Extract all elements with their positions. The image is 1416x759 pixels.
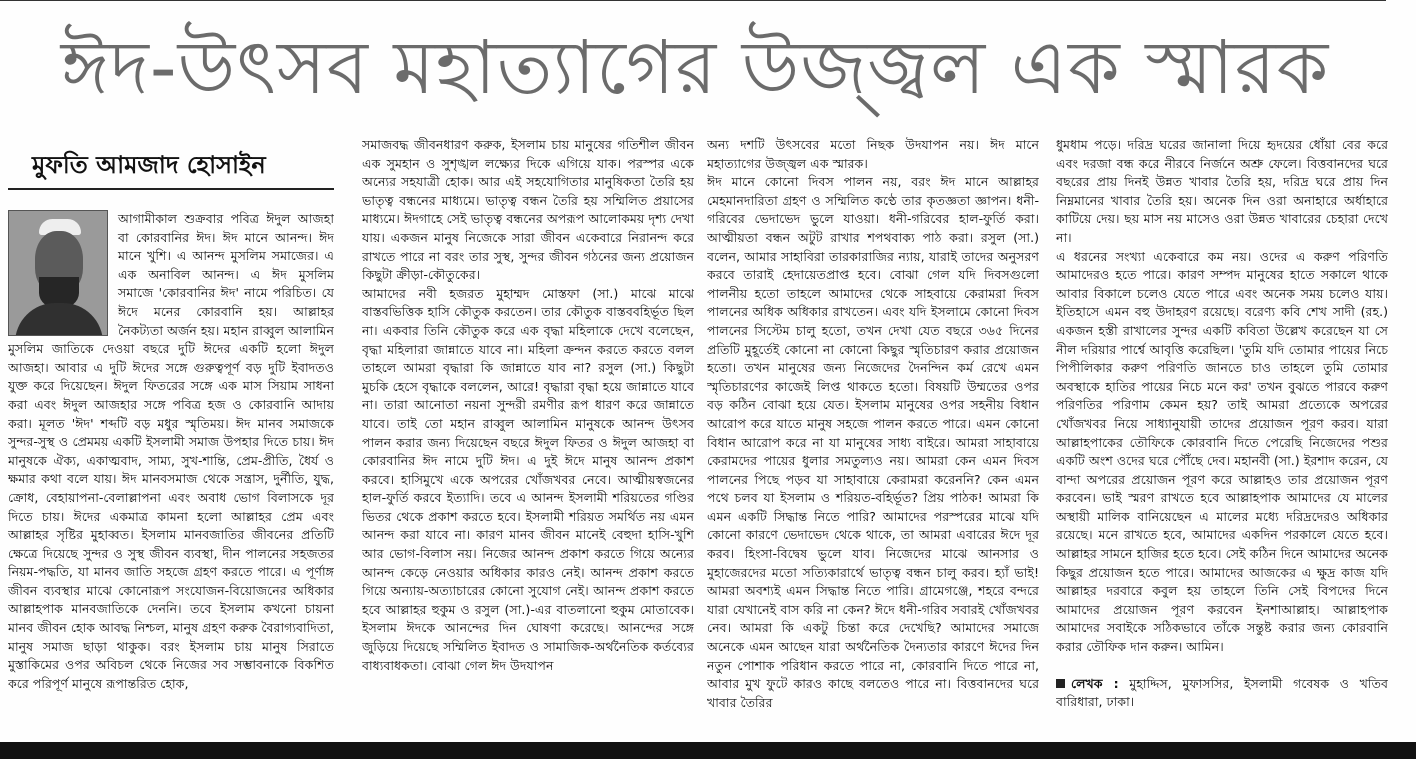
paragraph: অন্য দশটি উৎসবের মতো নিছক উদযাপন নয়। ঈদ মানে মহাত্যাগের উজ্জ্বল এক স্মারক। (707, 137, 1039, 171)
column-4 (1056, 136, 1388, 741)
paragraph: আগামীকাল শুক্রবার পবিত্র ঈদুল আজহা বা কোরবানির ঈদ। ঈদ মানে আনন্দ। ঈদ মানে খুশি। এ আনন্দ মুসলিম সমাজের। এ এক অনাবিল আনন্দ। এ ঈদ মুসলিম সমাজে 'কোরবানির ঈদ' নামে পরিচিত। যে ঈদে মনের কোরবানি হয়। আল্লাহর নৈকট্যতা অর্জন হয়। মহান রাব্বুল আলামিন মুসলিম জাতিকে দেওয়া বছরে দুটি ঈদের একটি হলো ঈদুল আজহা। আবার এ দুটি ঈদের সঙ্গে গুরুত্বপূর্ণ বড় দুটি ইবাদতও যুক্ত করে দিয়েছেন। ঈদুল ফিতরের সঙ্গে এক মাস সিয়াম সাধনা করা এবং ঈদুল আজহার সঙ্গে পবিত্র হজ ও কোরবানি আদায় করা। মূলত 'ঈদ' শব্দটি বড় মধুর স্মৃতিময়। ঈদ মানব সমাজকে সুন্দর-সুস্থ ও প্রেমময় একটি ইসলামী সমাজ উপহার দিতে চায়। ঈদ মানুষকে ঐক্য, একাত্মবাদ, সাম্য, সুখ-শান্তি, প্রেম-প্রীতি, ধৈর্য ও ক্ষমার কথা বলে যায়। ঈদ মানবসমাজ থেকে সন্ত্রাস, দুর্নীতি, যুদ্ধ, ক্রোধ, বেহায়াপনা-বেলাল্লাপনা এবং অবাধ ভোগ বিলাসকে দূর দিতে চায়। ঈদের একমাত্র কামনা হলো আল্লাহর প্রেম এবং আল্লাহর সৃষ্টির মুহাব্বত। ইসলাম মানবজাতির জীবনের প্রতিটি ক্ষেত্রে দিয়েছে সুন্দর ও সুস্থ জীবন ব্যবস্থা, দীন পালনের সহজতর নিয়ম-পদ্ধতি, যা মানব জাতি সহজে গ্রহণ করতে পারে। এ পূর্ণাঙ্গ জীবন ব্যবস্থার মাঝে কোনোরূপ সংযোজন-বিয়োজনের অধিকার আল্লাহপাক মানবজাতিকে দেননি। তবে ইসলাম কখনো চায়না মানব জীবন হোক আবদ্ধ নিশ্চল, মানুষ গ্রহণ করুক বৈরাগ্যবাদিতা, মানুষ সমাজ ছাড়া থাকুক। বরং ইসলাম চায় মানুষ সিরাতে মুস্তাকিমের ওপর অবিচল থেকে নিজের সব সম্ভাবনাকে বিকশিত করে পরিপূর্ণ মানুষে রূপান্তরিত হোক, (8, 211, 334, 691)
square-bullet-icon (1056, 679, 1065, 688)
column-2 (362, 136, 694, 741)
author-note-label: লেখক : (1071, 675, 1119, 691)
author-photo (8, 210, 108, 336)
column-1 (8, 136, 334, 741)
paragraph: ঈদ মানে কোনো দিবস পালন নয়, বরং ঈদ মানে আল্লাহর মেহমানদারিতা গ্রহণ ও সম্মিলিত কণ্ঠে তার কৃতজ্ঞতা জ্ঞাপন। ধনী-গরিবের ভেদাভেদ ভুলে যাওয়া। ধনী-গরিবের হাল-ফুর্তি করা। আত্মীয়তা বন্ধন অটুট রাখার শপথবাক্য পাঠ করা। রসুল (সা.) বলেন, আমার সাহাবিরা তারকারাজির ন্যায়, যারাই তাদের অনুসরণ করবে তারাই হেদায়েতপ্রাপ্ত হবে। বোঝা গেল যদি দিবসগুলো পালনীয় হতো তাহলে আমাদের থেকে সাহবায়ে কেরামরা দিবস পালনের অধিক অধিকার রাখতেন। এবং যদি ইসলামে কোনো দিবস পালনের সিস্টেম চালু হতো, তখন দেখা যেত বছরে ৩৬৫ দিনের প্রতিটি মুহূর্তেই কোনো না কোনো কিছুর স্মৃতিচারণ করার প্রয়োজন হতো। তখন মানুষের জন্য নিজেদের দৈনন্দিন কর্ম রেখে এমন স্মৃতিচারণের কাজেই লিপ্ত থাকতে হতো। বিষয়টি উম্মতের ওপর বড় কঠিন বোঝা হয়ে যেত। ইসলাম মানুষের ওপর সহনীয় বিধান আরোপ করে যাতে মানুষ সহজে পালন করতে পারে। এমন কোনো বিধান আরোপ করে না যা মানুষের সাধ্য বাইরে। আমরা সাহাবায়ে কেরামদের পায়ের ধুলার সমতুল্যও নয়। আমরা কেন এমন দিবস পালনের পিছে পড়ব যা সাহাবায়ে কেরামরা করেননি? কেন এমন পথে চলব যা ইসলাম ও শরিয়ত-বহির্ভূত? প্রিয় পাঠক! আমরা কি এমন একটি সিদ্ধান্ত নিতে পারি? আমাদের পরস্পরের মাঝে যদি কোনো কারণে ভেদাভেদ থেকে থাকে, তা আমরা এবারের ঈদে দূর করব। হিংসা-বিদ্বেষ ভুলে যাব। নিজেদের মাঝে আনসার ও মুহাজেরদের মতো সত্যিকারার্থে ভাতৃত্ব বন্ধন চালু করব। হ্যাঁ ভাই! আমরা অবশ্যই এমন সিদ্ধান্ত নিতে পারি। গ্রামেগঞ্জে, শহরে বন্দরে যারা যেখানেই বাস করি না কেন? ঈদে ধনী-গরিব সবারই খোঁজখবর নেব। আমরা কি একটু চিন্তা করে দেখেছি? আমাদের সমাজে অনেকে এমন আছেন যারা অর্থনৈতিক দৈন্যতার কারণে ঈদের দিন নতুন পোশাক পরিধান করতে পারে না, কোরবানি দিতে পারে না, আবার মুখ ফুটে কারও কাছে বলতেও পারে না। বিত্তবানদের ঘরে খাবার তৈরির (707, 174, 1039, 710)
author-note-text: মুহাদ্দিস, মুফাসসির, ইসলামী গবেষক ও খতিব বারিধারা, ঢাকা। (1056, 675, 1388, 710)
headline: ঈদ-উৎসব মহাত্যাগের উজ্জ্বল এক স্মারক (60, 25, 1330, 111)
paragraph: সমাজবদ্ধ জীবনধারণ করুক, ইসলাম চায় মানুষের গতিশীল জীবন এক সুমহান ও সুশৃঙ্খল লক্ষ্যের দিকে এগিয়ে যাক। পরস্পর একে অন্যের সহযাত্রী হোক। আর এই সহযোগিতার মানুষিকতা তৈরি হয় ভাতৃত্ব বন্ধনের মাধ্যমে। ভাতৃত্ব বন্ধন তৈরি হয় সম্মিলিত প্রয়াসের মাধ্যমে। ঈদগাহে সেই ভাতৃত্ব বন্ধনের অপরূপ আলোকময় দৃশ্য দেখা যায়। একজন মানুষ নিজেকে সারা জীবন একেবারে নিরানন্দ করে রাখতে পারে না বরং তার সুস্থ, সুন্দর জীবন গঠনের জন্য প্রয়োজন কিছুটা ক্রীড়া-কৌতুকের। (362, 137, 694, 283)
top-rule (0, 0, 1386, 1)
column-3 (707, 136, 1039, 741)
paragraph: ধুমধাম পড়ে। দরিদ্র ঘরের জানালা দিয়ে হৃদয়ের ধোঁয়া বের করে এবং দরজা বন্ধ করে নীরবে নির্জনে অশ্রু ফেলে। বিত্তবানদের ঘরে বছরের প্রায় দিনই উন্নত খাবার তৈরি হয়, দরিদ্র ঘরে প্রায় দিন নিম্নমানের খাবার তৈরি হয়। অনেক দিন ওরা অনাহারে অর্ধাহারে কাটিয়ে দেয়। ছয় মাস নয় মাসেও ওরা উন্নত খাবারের চেহারা দেখে না। (1056, 137, 1388, 245)
author-note (1056, 675, 1388, 712)
bottom-bar (0, 742, 1416, 759)
paragraph: আমাদের নবী হজরত মুহাম্মদ মোস্তফা (সা.) মাঝে মাঝে বাস্তবভিত্তিক হাসি কৌতুক করতেন। তার কৌতুক বাস্তববহির্ভূত ছিল না। একবার তিনি কৌতুক করে এক বৃদ্ধা মহিলাকে দেখে বলেছেন, বৃদ্ধা মহিলারা জান্নাতে যাবে না। মহিলা ক্রন্দন করতে করতে বলল তাহলে আমরা বৃদ্ধারা কি জান্নাতে যাব না? রসুল (সা.) কিছুটা মুচকি হেসে বৃদ্ধাকে বললেন, আরে! বৃদ্ধারা বৃদ্ধা হয়ে জান্নাতে যাবে না। তারা আনোতা নয়না সুন্দরী রমণীর রূপ ধারণ করে জান্নাতে যাবে। তাই তো মহান রাব্বুল আলামিন মানুষকে আনন্দ উৎসব পালন করার জন্য দিয়েছেন বছরে ঈদুল ফিতর ও ঈদুল আজহা বা কোরবানির ঈদ নামে দুটি ঈদ। এ দুই ঈদে মানুষ আনন্দ প্রকাশ করবে। হাসিমুখে একে অপরের খোঁজখবর নেবে। আত্মীয়স্বজনের হাল-ফুর্তি করবে ইত্যাদি। তবে এ আনন্দ ইসলামী শরিয়তের গণ্ডির ভিতর থেকে প্রকাশ করতে হবে। ইসলামী শরিয়ত সমর্থিত নয় এমন আনন্দ করা যাবে না। কারণ মানব জীবন মানেই বেহুদা হাসি-খুশি আর ভোগ-বিলাস নয়। নিজের আনন্দ প্রকাশ করতে গিয়ে অন্যের আনন্দ কেড়ে নেওয়ার অধিকার কারও নেই। আনন্দ প্রকাশ করতে গিয়ে অন্যায়-অত্যাচারের কোনো সুযোগ নেই। আনন্দ প্রকাশ করতে হবে আল্লাহর হুকুম ও রসুল (সা.)-এর বাতলানো হুকুম মোতাবেক। ইসলাম ঈদকে আনন্দের দিন ঘোষণা করেছে। আনন্দের সঙ্গে জুড়িয়ে দিয়েছে সম্মিলিত ইবাদত ও সামাজিক-অর্থনৈতিক কর্তব্যের বাধ্যবাধকতা। বোঝা গেল ঈদ উদযাপন (362, 285, 694, 673)
paragraph: এ ধরনের সংখ্যা একেবারে কম নয়। ওদের এ করুণ পরিণতি আমাদেরও হতে পারে। কারণ সম্পদ মানুষের হাতে সকালে থাকে আবার বিকালে চলেও যেতে পারে এবং অনেক সময় চলেও যায়। ইতিহাসে এমন বহু উদাহরণ রয়েছে। বরেণ্য কবি শেখ সাদী (রহ.) একজন হস্তী রাখালের সুন্দর একটি কবিতা উল্লেখ করেছেন যা সে নীল দরিয়ার পার্শ্বে আবৃত্তি করেছিল। 'তুমি যদি তোমার পায়ের নিচে পিপীলিকার করুণ পরিণতি জানতে চাও তাহলে তুমি তোমার অবস্থাকে হাতির পায়ের নিচে মনে কর' তখন বুঝতে পারবে করুণ পরিণতির পরিণাম কেমন হয়? তাই আমরা প্রত্যেকে অপরের খোঁজখবর নিয়ে সাধ্যানুযায়ী তাদের প্রয়োজন পূরণ করব। যারা আল্লাহপাকের তৌফিকে কোরবানি দিতে পেরেছি নিজেদের পশুর একটি অংশ ওদের ঘরে পৌঁছে দেব। মহানবী (সা.) ইরশাদ করেন, যে বান্দা অপরের প্রয়োজন পূরণ করে আল্লাহও তার প্রয়োজন পূরণ করবেন। ভাই স্মরণ রাখতে হবে আল্লাহপাক আমাদের যে মালের অস্থায়ী মালিক বানিয়েছেন এ মালের মধ্যে দরিদ্রদেরও অধিকার রয়েছে। মনে রাখতে হবে, আমাদের একদিন পরকালে যেতে হবে। আল্লাহর সামনে হাজির হতে হবে। সেই কঠিন দিনে আমাদের অনেক কিছুর প্রয়োজন হতে পারে। আমাদের আজকের এ ক্ষুদ্র কাজ যদি আল্লাহর দরবারে কবুল হয় তাহলে তিনি সেই বিপদের দিনে আমাদের প্রয়োজন পূরণ করবেন ইনশাআল্লাহ। আল্লাহপাক আমাদের সবাইকে সঠিকভাবে তাঁকে সন্তুষ্ট করার জন্য কোরবানি করার তৌফিক দান করুন। আমিন। (1056, 248, 1388, 655)
byline: মুফতি আমজাদ হোসাইন (8, 136, 334, 190)
